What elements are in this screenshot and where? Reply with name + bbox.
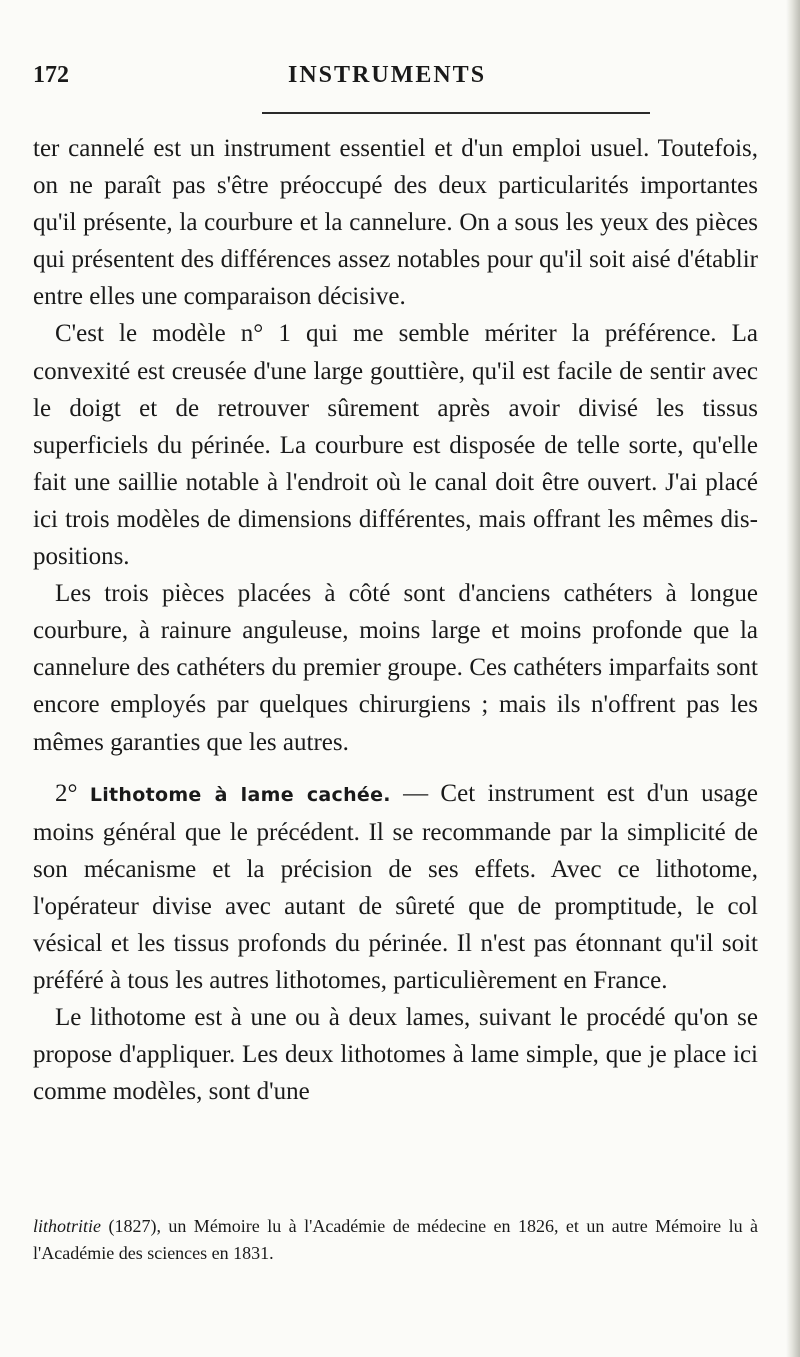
paragraph-model-1: C'est le modèle n° 1 qui me semble mériter la préférence. La convexité est creusée d'une large gouttière, qu'il est facile de sentir avec le doigt et de retrouver sûrement après avoir divisé les tissus superficiels du périnée. La courbure est disposée de telle sorte, qu'elle fait une saillie notable à l'endroit où le canal doit être ouvert. J'ai placé ici trois modèles de dimensions différentes, mais offrant les mêmes dispositions. xyxy=(33,320,758,571)
section-number: 2° xyxy=(55,779,78,807)
running-title: INSTRUMENTS xyxy=(288,62,487,88)
page-header xyxy=(33,62,773,102)
header-rule xyxy=(262,112,650,114)
paragraph-lithotome-blades: Le lithotome est à une ou à deux lames, suivant le procédé qu'on se propose d'appliquer. Les deux lithotomes à lame simple, que je place ici comme modèles, sont d'une xyxy=(33,1004,758,1106)
footnote-italic-term: lithotritie xyxy=(33,1216,102,1236)
section-heading: Lithotome à lame cachée. xyxy=(89,783,391,806)
section-paragraph xyxy=(33,775,758,1000)
paragraph-continuation: ter cannelé est un instrument essentiel et d'un emploi usuel. Toutefois, on ne paraît pas s'être préoccupé des deux particularités importantes qu'il présente, la courbure et la cannelure. On a sous les yeux des pièces qui présentent des différences assez notables pour qu'il soit aisé d'établir entre elles une comparaison décisive. xyxy=(33,135,758,311)
footnote-text: (1827), un Mémoire lu à l'Académie de médecine en 1826, et un autre Mémoire lu à l'Académie des sciences en 1831. xyxy=(33,1216,758,1263)
body-text xyxy=(33,130,758,1110)
page-number: 172 xyxy=(33,62,69,88)
footnote xyxy=(33,1213,758,1267)
paragraph-old-catheters: Les trois pièces placées à côté sont d'anciens cathéters à longue courbure, à rainure anguleuse, moins large et moins profonde que la cannelure des cathéters du premier groupe. Ces cathéters imparfaits sont encore employés par quelques chirurgiens ; mais ils n'offrent pas les mêmes garanties que les autres. xyxy=(33,580,758,756)
page-edge-shadow xyxy=(786,0,800,1357)
section-text: — Cet instrument est d'un usage moins général que le précédent. Il se recommande par la simplicité de son mécanisme et la précision de ses effets. Avec ce lithotome, l'opérateur divise avec autant de sûreté que de promptitude, le col vésical et les tissus profonds du périnée. Il n'est pas étonnant qu'il soit préféré à tous les autres lithotomes, particulièrement en France. xyxy=(33,779,758,995)
